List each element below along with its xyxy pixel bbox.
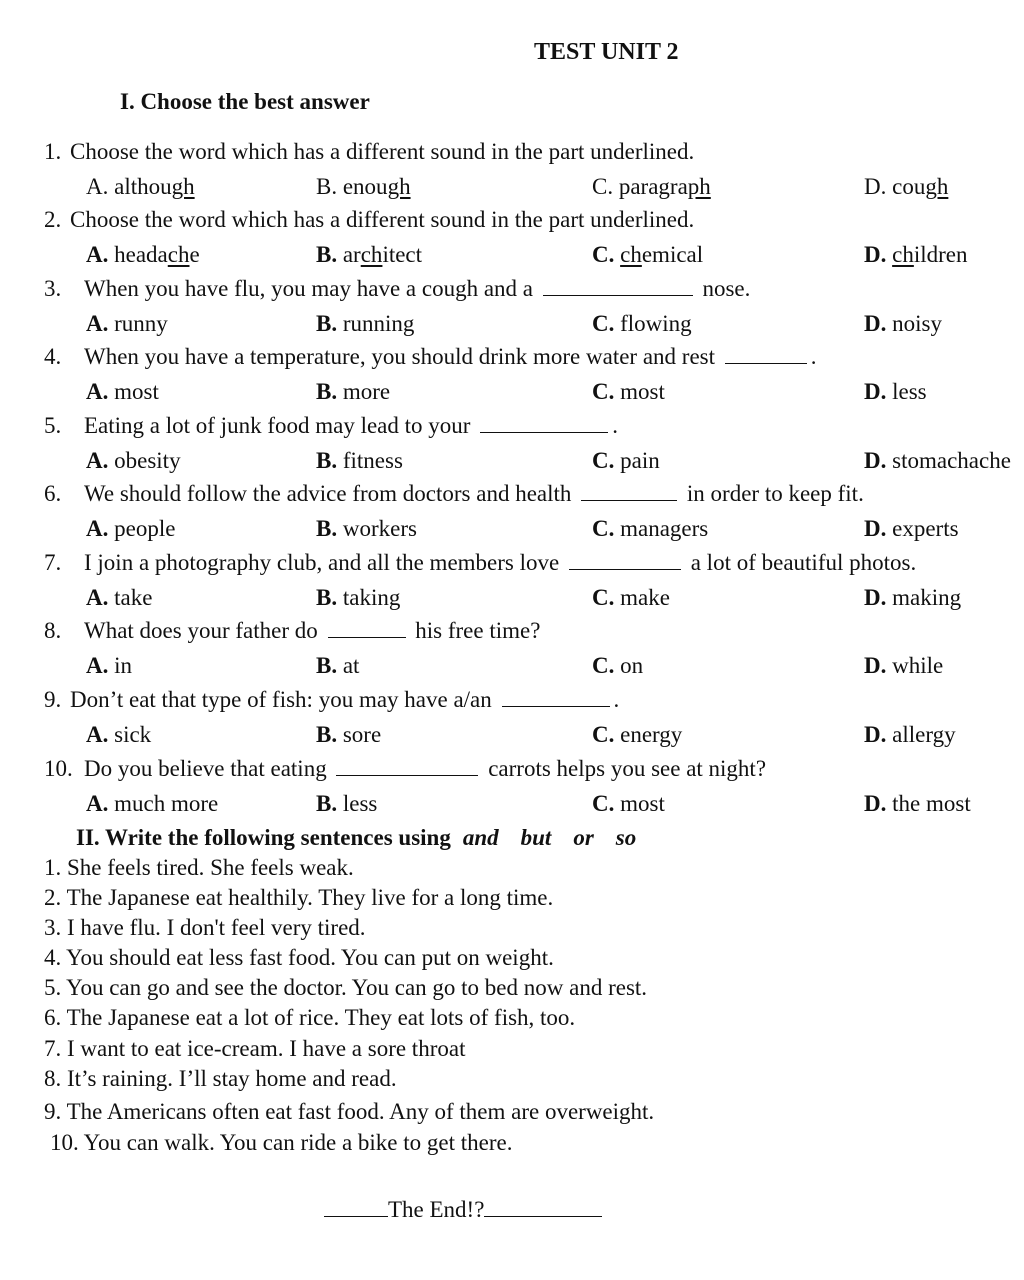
option-label: C.: [592, 653, 615, 678]
option-text: most: [614, 379, 665, 404]
question-text: [84, 414, 618, 437]
underlined-part: gh: [925, 174, 949, 199]
option-label: C.: [592, 516, 615, 541]
option-label: B.: [316, 311, 338, 336]
option-a: [86, 312, 168, 335]
option-b: [316, 654, 359, 677]
conjunction-but: but: [520, 825, 552, 850]
option-c: [592, 380, 665, 403]
option-word-part: althou: [108, 174, 172, 199]
option-label: A.: [86, 379, 109, 404]
option-label: A.: [86, 242, 109, 267]
option-label: C.: [592, 242, 615, 267]
option-label: B.: [316, 653, 338, 678]
option-text: much more: [108, 791, 219, 816]
option-word-part: cou: [886, 174, 926, 199]
option-a: [86, 449, 181, 472]
option-b: [316, 449, 403, 472]
option-label: C.: [592, 791, 615, 816]
question-stem-before: I join a photography club, and all the members love: [84, 550, 565, 575]
underlined-part: gh: [387, 174, 411, 199]
option-text: sick: [108, 722, 152, 747]
option-label: D.: [864, 174, 887, 199]
option-d: [864, 792, 971, 815]
option-label: D.: [864, 311, 887, 336]
question-number: 1.: [44, 139, 62, 164]
section-2-heading: [76, 826, 636, 849]
answer-blank: [725, 361, 807, 364]
option-text: runny: [108, 311, 168, 336]
sentence-item: 5. You can go and see the doctor. You can go to bed now and rest.: [44, 975, 648, 1000]
option-label: D.: [864, 791, 887, 816]
option-label: B.: [316, 722, 338, 747]
question-text: [84, 482, 864, 505]
sentence-item: 4. You should eat less fast food. You can put on weight.: [44, 945, 554, 970]
question-stem-before: Don’t eat that type of fish: you may have a/an: [70, 687, 498, 712]
option-b: [316, 517, 417, 540]
option-a: [86, 517, 175, 540]
option-text: make: [614, 585, 670, 610]
option-b: [316, 243, 422, 266]
option-text: running: [337, 311, 415, 336]
question-text: [84, 757, 766, 780]
option-label: A.: [86, 791, 109, 816]
option-label: C.: [592, 174, 614, 199]
question-text: [70, 688, 619, 711]
option-label: B.: [316, 379, 338, 404]
option-word-part: paragra: [613, 174, 688, 199]
option-text: energy: [614, 722, 683, 747]
question-stem-before: When you have flu, you may have a cough and a: [84, 276, 539, 301]
sentence-item: 10. You can walk. You can ride a bike to get there.: [50, 1130, 513, 1155]
option-text: people: [108, 516, 176, 541]
option-b: [316, 586, 400, 609]
question-text: [70, 140, 694, 163]
sentence-item: 8. It’s raining. I’ll stay home and read.: [44, 1066, 397, 1091]
option-a: [86, 792, 218, 815]
footer-blank-left: [324, 1214, 388, 1217]
option-text: more: [337, 379, 391, 404]
option-text: at: [337, 653, 360, 678]
option-word-part: heada: [108, 242, 168, 267]
sentence-item: 3. I have flu. I don't feel very tired.: [44, 915, 366, 940]
question-text: [70, 208, 694, 231]
answer-blank: [328, 635, 406, 638]
option-label: D.: [864, 448, 887, 473]
option-c: [592, 449, 660, 472]
sentence-item: 6. The Japanese eat a lot of rice. They eat lots of fish, too.: [44, 1005, 576, 1030]
option-text: take: [108, 585, 153, 610]
option-label: D.: [864, 585, 887, 610]
conjunction-or: or: [573, 825, 594, 850]
option-a: [86, 175, 195, 198]
underlined-part: ch: [360, 242, 383, 267]
question-stem-after: carrots helps you see at night?: [482, 756, 767, 781]
conjunction-and: and: [462, 825, 499, 850]
option-b: [316, 792, 377, 815]
option-label: D.: [864, 722, 887, 747]
option-label: B.: [316, 242, 338, 267]
option-c: [592, 792, 665, 815]
answer-blank: [502, 704, 610, 707]
option-label: C.: [592, 448, 615, 473]
option-label: B.: [316, 791, 338, 816]
question-text: [84, 345, 817, 368]
option-c: [592, 312, 692, 335]
question-number: 5.: [44, 413, 62, 438]
question-stem-before: When you have a temperature, you should drink more water and rest: [84, 344, 721, 369]
option-text: managers: [614, 516, 709, 541]
option-word-part: ar: [337, 242, 361, 267]
option-d: [864, 654, 943, 677]
option-label: D.: [864, 379, 887, 404]
option-d: [864, 723, 956, 746]
option-text: most: [614, 791, 665, 816]
footer-text: The End!?: [388, 1197, 485, 1222]
answer-blank: [581, 498, 677, 501]
page-title: TEST UNIT 2: [534, 39, 679, 65]
option-c: [592, 723, 682, 746]
option-label: B.: [316, 585, 338, 610]
answer-blank: [569, 567, 681, 570]
option-word-part: e: [189, 242, 200, 267]
option-label: A.: [86, 653, 109, 678]
underlined-part: ch: [167, 242, 190, 267]
question-number: 6.: [44, 481, 62, 506]
section-1-heading: I. Choose the best answer: [120, 89, 370, 114]
option-c: [592, 654, 643, 677]
underlined-part: ph: [687, 174, 711, 199]
question-stem-after: his free time?: [409, 618, 541, 643]
question-number: 10.: [44, 756, 73, 781]
option-word-part: ildren: [913, 242, 968, 267]
option-label: C.: [592, 722, 615, 747]
option-text: less: [337, 791, 378, 816]
conjunction-so: so: [615, 825, 637, 850]
option-b: [316, 312, 414, 335]
question-stem-before: What does your father do: [84, 618, 324, 643]
option-word-part: emical: [641, 242, 704, 267]
sentence-item: 1. She feels tired. She feels weak.: [44, 855, 354, 880]
option-text: pain: [614, 448, 660, 473]
option-text: workers: [337, 516, 417, 541]
option-d: [864, 449, 1011, 472]
sentence-item: 9. The Americans often eat fast food. Any of them are overweight.: [44, 1099, 655, 1124]
option-label: A.: [86, 585, 109, 610]
question-number: 9.: [44, 687, 62, 712]
option-text: allergy: [886, 722, 956, 747]
option-label: A.: [86, 448, 109, 473]
question-stem-after: in order to keep fit.: [681, 481, 864, 506]
option-label: A.: [86, 311, 109, 336]
option-d: [864, 517, 959, 540]
question-stem: Choose the word which has a different sound in the part underlined.: [70, 139, 695, 164]
option-a: [86, 586, 152, 609]
option-text: noisy: [886, 311, 942, 336]
question-stem-after: .: [612, 413, 618, 438]
option-b: [316, 723, 381, 746]
option-word-part: enou: [337, 174, 388, 199]
option-c: [592, 175, 711, 198]
option-text: flowing: [614, 311, 692, 336]
option-c: [592, 517, 708, 540]
option-a: [86, 723, 151, 746]
footer-blank-right: [484, 1214, 602, 1217]
footer: [324, 1198, 602, 1221]
section-2-title: II. Write the following sentences using: [76, 825, 451, 850]
answer-blank: [480, 430, 608, 433]
question-number: 3.: [44, 276, 62, 301]
option-label: C.: [592, 311, 615, 336]
option-text: less: [886, 379, 927, 404]
answer-blank: [543, 293, 693, 296]
answer-blank: [336, 773, 478, 776]
option-label: C.: [592, 379, 615, 404]
option-text: the most: [886, 791, 971, 816]
option-c: [592, 586, 670, 609]
question-text: [84, 551, 916, 574]
option-d: [864, 312, 942, 335]
underlined-part: ch: [620, 242, 642, 267]
option-text: in: [108, 653, 133, 678]
option-label: A.: [86, 722, 109, 747]
option-label: B.: [316, 448, 338, 473]
option-text: sore: [337, 722, 382, 747]
option-label: A.: [86, 174, 109, 199]
option-label: A.: [86, 516, 109, 541]
option-d: [864, 175, 948, 198]
option-label: B.: [316, 516, 338, 541]
question-stem-after: nose.: [696, 276, 751, 301]
option-c: [592, 243, 703, 266]
underlined-part: gh: [171, 174, 195, 199]
question-stem-after: a lot of beautiful photos.: [684, 550, 917, 575]
option-d: [864, 243, 968, 266]
option-text: on: [614, 653, 644, 678]
option-text: taking: [337, 585, 401, 610]
option-word-part: itect: [382, 242, 423, 267]
option-b: [316, 175, 411, 198]
question-number: 8.: [44, 618, 62, 643]
question-number: 2.: [44, 207, 62, 232]
option-label: D.: [864, 653, 887, 678]
sentence-item: 7. I want to eat ice-cream. I have a sore throat: [44, 1036, 466, 1061]
option-a: [86, 654, 132, 677]
question-stem-before: Eating a lot of junk food may lead to your: [84, 413, 477, 438]
option-text: while: [886, 653, 944, 678]
question-stem-after: .: [613, 687, 620, 712]
option-a: [86, 243, 200, 266]
option-text: most: [108, 379, 159, 404]
question-stem: Choose the word which has a different sound in the part underlined.: [70, 207, 695, 232]
underlined-part: ch: [892, 242, 914, 267]
option-text: obesity: [108, 448, 181, 473]
option-label: D.: [864, 242, 887, 267]
option-text: stomachache: [886, 448, 1011, 473]
question-text: [84, 277, 750, 300]
option-label: D.: [864, 516, 887, 541]
option-text: fitness: [337, 448, 403, 473]
option-text: making: [886, 585, 962, 610]
option-label: B.: [316, 174, 338, 199]
question-stem-after: .: [810, 344, 817, 369]
option-d: [864, 380, 927, 403]
option-b: [316, 380, 390, 403]
question-stem-before: Do you believe that eating: [84, 756, 333, 781]
option-d: [864, 586, 961, 609]
question-text: [84, 619, 540, 642]
sentence-item: 2. The Japanese eat healthily. They live for a long time.: [44, 885, 554, 910]
option-text: experts: [886, 516, 959, 541]
option-label: C.: [592, 585, 615, 610]
option-a: [86, 380, 159, 403]
question-number: 7.: [44, 550, 62, 575]
question-stem-before: We should follow the advice from doctors and health: [84, 481, 578, 506]
question-number: 4.: [44, 344, 62, 369]
